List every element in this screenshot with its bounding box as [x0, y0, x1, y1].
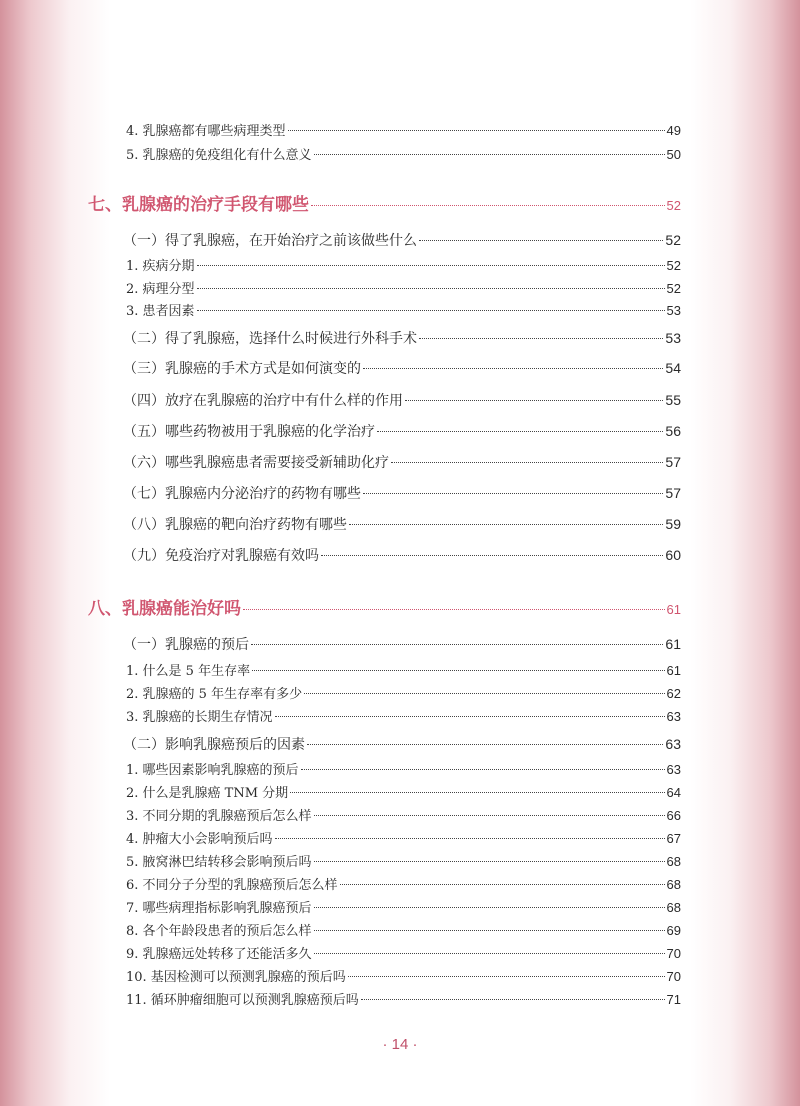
toc-chapter[interactable] [88, 597, 681, 621]
toc-section[interactable] [123, 228, 681, 252]
dot-leader [275, 715, 665, 717]
toc-entry-page-number: 49 [666, 123, 681, 138]
toc-entry-page-number: 67 [666, 831, 681, 846]
toc-entry[interactable] [126, 659, 681, 683]
toc-entry-page-number: 50 [666, 147, 681, 162]
dot-leader [405, 399, 663, 401]
toc-entry-page-number: 61 [666, 602, 681, 617]
toc-entry-title: 2. 什么是乳腺癌 TNM 分期 [126, 786, 289, 801]
toc-entry-title: （九）免疫治疗对乳腺癌有效吗 [123, 548, 319, 564]
toc-entry-page-number: 63 [666, 709, 681, 724]
toc-entry-title: （二）影响乳腺癌预后的因素 [123, 737, 305, 753]
toc-entry-title: 4. 乳腺癌都有哪些病理类型 [126, 124, 286, 139]
toc-entry[interactable] [126, 827, 681, 851]
toc-entry[interactable] [126, 919, 681, 943]
toc-entry-title: 1. 疾病分期 [126, 259, 195, 274]
toc-entry-page-number: 52 [666, 281, 681, 296]
toc-entry-title: 3. 患者因素 [126, 304, 195, 319]
toc-entry-page-number: 53 [666, 303, 681, 318]
dot-leader [252, 669, 664, 671]
toc-entry-title: （五）哪些药物被用于乳腺癌的化学治疗 [123, 424, 375, 440]
dot-leader [419, 239, 663, 241]
dot-leader [349, 523, 663, 525]
toc-entry-page-number: 53 [665, 330, 681, 346]
toc-entry-page-number: 63 [665, 736, 681, 752]
toc-entry[interactable] [126, 682, 681, 706]
dot-leader [311, 204, 665, 206]
toc-section[interactable] [123, 543, 681, 567]
toc-entry-page-number: 70 [666, 946, 681, 961]
toc-entry-title: 5. 乳腺癌的免疫组化有什么意义 [126, 148, 312, 163]
toc-entry-title: 4. 肿瘤大小会影响预后吗 [126, 832, 273, 847]
dot-leader [314, 814, 665, 816]
toc-entry[interactable] [126, 942, 681, 966]
toc-entry[interactable] [126, 850, 681, 874]
toc-entry-title: 1. 哪些因素影响乳腺癌的预后 [126, 763, 299, 778]
toc-entry-page-number: 69 [666, 923, 681, 938]
dot-leader [288, 129, 665, 131]
toc-entry[interactable] [126, 896, 681, 920]
toc-entry-title: 7. 哪些病理指标影响乳腺癌预后 [126, 901, 312, 916]
toc-entry[interactable] [126, 988, 681, 1012]
toc-entry[interactable] [126, 804, 681, 828]
dot-leader [321, 554, 663, 556]
toc-entry[interactable] [126, 277, 681, 301]
dot-leader [314, 860, 665, 862]
toc-entry[interactable] [126, 873, 681, 897]
dot-leader [304, 692, 664, 694]
toc-entry-title: 1. 什么是 5 年生存率 [126, 664, 251, 679]
dot-leader [307, 743, 663, 745]
dot-leader [197, 309, 665, 311]
toc-entry-title: 七、乳腺癌的治疗手段有哪些 [88, 195, 309, 215]
page-number: · 14 · [382, 1036, 418, 1053]
toc-entry-page-number: 55 [665, 392, 681, 408]
toc-section[interactable] [123, 732, 681, 756]
toc-entry-page-number: 52 [666, 198, 681, 213]
toc-entry-page-number: 68 [666, 900, 681, 915]
toc-entry-page-number: 63 [666, 762, 681, 777]
toc-entry-title: 八、乳腺癌能治好吗 [88, 599, 241, 619]
toc-entry-page-number: 57 [665, 485, 681, 501]
dot-leader [275, 837, 665, 839]
toc-entry-page-number: 59 [665, 516, 681, 532]
toc-entry-page-number: 61 [665, 636, 681, 652]
toc-entry-title: 8. 各个年龄段患者的预后怎么样 [126, 924, 312, 939]
dot-leader [314, 153, 665, 155]
toc-entry-title: （六）哪些乳腺癌患者需要接受新辅助化疗 [123, 455, 389, 471]
toc-section[interactable] [123, 388, 681, 412]
toc-entry-title: （二）得了乳腺癌，选择什么时候进行外科手术 [123, 331, 417, 347]
dot-leader [377, 430, 663, 432]
dot-leader [419, 337, 663, 339]
toc-entry-title: （一）得了乳腺癌，在开始治疗之前该做些什么 [123, 233, 417, 249]
toc-entry-page-number: 61 [666, 663, 681, 678]
toc-section[interactable] [123, 450, 681, 474]
toc-entry-title: 2. 病理分型 [126, 282, 195, 297]
toc-entry-title: （三）乳腺癌的手术方式是如何演变的 [123, 361, 361, 377]
toc-entry-page-number: 52 [666, 258, 681, 273]
toc-section[interactable] [123, 356, 681, 380]
toc-section[interactable] [123, 632, 681, 656]
toc-entry-page-number: 70 [666, 969, 681, 984]
dot-leader [340, 883, 665, 885]
toc-section[interactable] [123, 512, 681, 536]
toc-entry[interactable] [126, 143, 681, 167]
toc-entry-page-number: 62 [666, 686, 681, 701]
toc-entry-page-number: 64 [666, 785, 681, 800]
toc-entry-title: （四）放疗在乳腺癌的治疗中有什么样的作用 [123, 393, 403, 409]
toc-chapter[interactable] [88, 193, 681, 217]
toc-section[interactable] [123, 419, 681, 443]
dot-leader [197, 287, 665, 289]
dot-leader [243, 608, 665, 610]
dot-leader [314, 929, 665, 931]
toc-entry-page-number: 60 [665, 547, 681, 563]
toc-entry[interactable] [126, 299, 681, 323]
toc-entry[interactable] [126, 119, 681, 143]
dot-leader [314, 952, 665, 954]
dot-leader [361, 998, 665, 1000]
toc-entry-title: 3. 乳腺癌的长期生存情况 [126, 710, 273, 725]
toc-entry-title: （八）乳腺癌的靶向治疗药物有哪些 [123, 517, 347, 533]
dot-leader [290, 791, 664, 793]
dot-leader [314, 906, 665, 908]
toc-section[interactable] [123, 326, 681, 350]
dot-leader [363, 367, 663, 369]
toc-section[interactable] [123, 481, 681, 505]
dot-leader [301, 768, 665, 770]
toc-entry-title: 10. 基因检测可以预测乳腺癌的预后吗 [126, 970, 346, 985]
toc-entry-page-number: 56 [665, 423, 681, 439]
dot-leader [363, 492, 663, 494]
toc-entry-title: 3. 不同分期的乳腺癌预后怎么样 [126, 809, 312, 824]
toc-entry-title: 5. 腋窝淋巴结转移会影响预后吗 [126, 855, 312, 870]
toc-entry[interactable] [126, 254, 681, 278]
dot-leader [251, 643, 663, 645]
toc-entry[interactable] [126, 965, 681, 989]
toc-entry[interactable] [126, 758, 681, 782]
toc-entry-page-number: 57 [665, 454, 681, 470]
toc-entry-page-number: 52 [665, 232, 681, 248]
toc-entry-title: 9. 乳腺癌远处转移了还能活多久 [126, 947, 312, 962]
toc-entry-page-number: 68 [666, 854, 681, 869]
toc-entry[interactable] [126, 705, 681, 729]
toc-entry[interactable] [126, 781, 681, 805]
toc-entry-page-number: 71 [666, 992, 681, 1007]
toc-entry-page-number: 54 [665, 360, 681, 376]
toc-entry-title: （七）乳腺癌内分泌治疗的药物有哪些 [123, 486, 361, 502]
toc-entry-page-number: 68 [666, 877, 681, 892]
dot-leader [197, 264, 665, 266]
toc-entry-title: 11. 循环肿瘤细胞可以预测乳腺癌预后吗 [126, 993, 359, 1008]
toc-entry-title: 2. 乳腺癌的 5 年生存率有多少 [126, 687, 303, 702]
dot-leader [348, 975, 665, 977]
toc-entry-title: （一）乳腺癌的预后 [123, 637, 249, 653]
toc-entry-title: 6. 不同分子分型的乳腺癌预后怎么样 [126, 878, 338, 893]
dot-leader [391, 461, 663, 463]
toc-entry-page-number: 66 [666, 808, 681, 823]
